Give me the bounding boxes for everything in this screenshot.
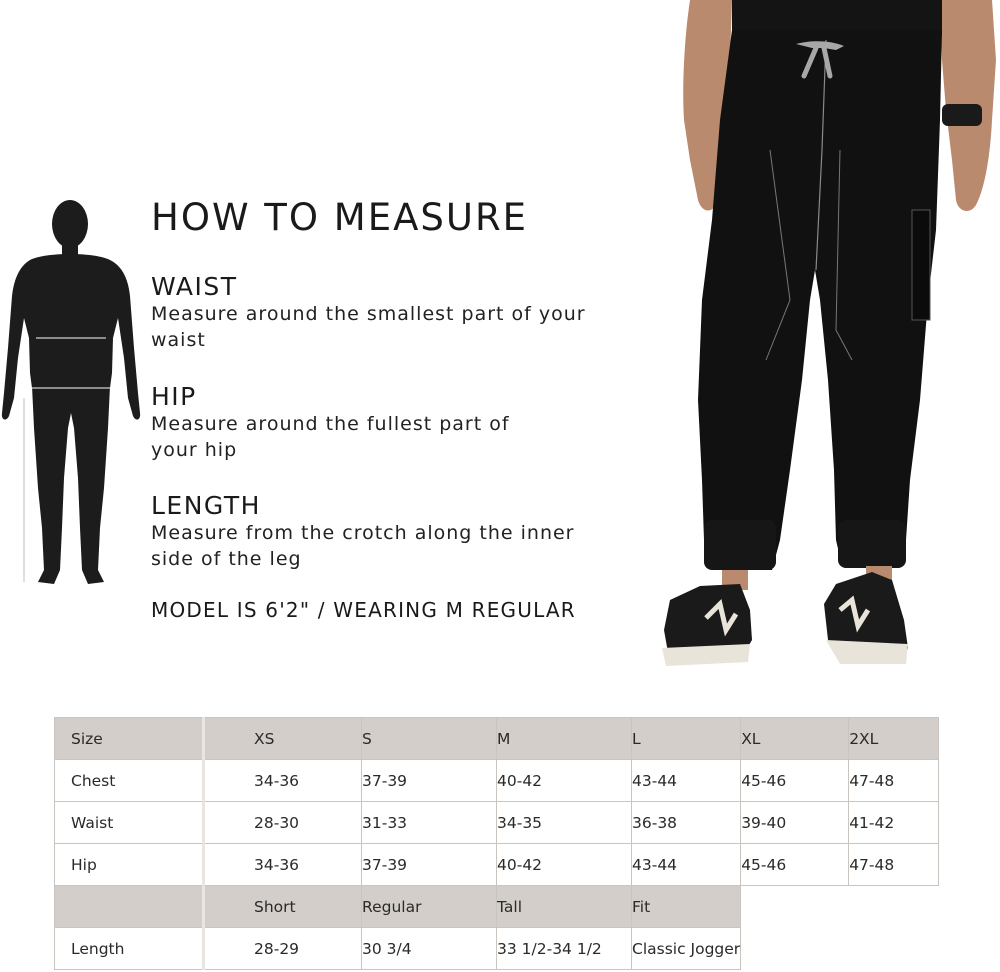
table-cell: 47-48 [849, 760, 939, 802]
table-cell: Classic Jogger [632, 928, 741, 970]
row-label: Waist [55, 802, 204, 844]
length-text: Measure from the crotch along the inner side of the leg [151, 522, 575, 570]
hip-section [151, 382, 561, 463]
row-label: Length [55, 928, 204, 970]
length-header-blank [55, 886, 204, 928]
table-cell: 34-35 [497, 802, 632, 844]
table-cell: 39-40 [741, 802, 849, 844]
hip-heading: HIP [151, 382, 197, 411]
table-row [55, 928, 939, 970]
table-cell: 37-39 [362, 844, 497, 886]
model-note: MODEL IS 6'2" / WEARING M REGULAR [151, 598, 576, 622]
hip-text: Measure around the fullest part of your hip [151, 413, 510, 461]
how-to-measure-title: HOW TO MEASURE [151, 196, 529, 239]
table-cell: 28-30 [204, 802, 362, 844]
table-cell: 43-44 [632, 760, 741, 802]
header-s: S [362, 718, 497, 760]
row-label: Hip [55, 844, 204, 886]
table-cell: 41-42 [849, 802, 939, 844]
empty-cell [741, 886, 849, 928]
size-chart-table [54, 717, 939, 970]
table-cell: 30 3/4 [362, 928, 497, 970]
empty-cell [741, 928, 849, 970]
header-xl: XL [741, 718, 849, 760]
header-short: Short [204, 886, 362, 928]
table-cell: 34-36 [204, 844, 362, 886]
table-cell: 33 1/2-34 1/2 [497, 928, 632, 970]
length-section [151, 491, 621, 572]
header-l: L [632, 718, 741, 760]
empty-cell [849, 886, 939, 928]
header-m: M [497, 718, 632, 760]
table-cell: 40-42 [497, 760, 632, 802]
table-row [55, 844, 939, 886]
table-row [55, 760, 939, 802]
table-cell: 28-29 [204, 928, 362, 970]
body-silhouette-figure [0, 198, 145, 590]
row-label: Chest [55, 760, 204, 802]
header-size: Size [55, 718, 204, 760]
table-cell: 45-46 [741, 760, 849, 802]
table-row [55, 802, 939, 844]
watch-icon [942, 104, 982, 126]
waist-heading: WAIST [151, 272, 238, 301]
header-tall: Tall [497, 886, 632, 928]
length-heading: LENGTH [151, 491, 261, 520]
table-cell: 45-46 [741, 844, 849, 886]
table-cell: 40-42 [497, 844, 632, 886]
waist-section [151, 272, 631, 353]
product-photo-joggers [640, 0, 1000, 680]
header-xs: XS [204, 718, 362, 760]
header-2xl: 2XL [849, 718, 939, 760]
table-cell: 37-39 [362, 760, 497, 802]
table-cell: 36-38 [632, 802, 741, 844]
length-header-row [55, 886, 939, 928]
table-cell: 34-36 [204, 760, 362, 802]
table-cell: 43-44 [632, 844, 741, 886]
header-fit: Fit [632, 886, 741, 928]
header-regular: Regular [362, 886, 497, 928]
table-cell: 47-48 [849, 844, 939, 886]
empty-cell [849, 928, 939, 970]
table-cell: 31-33 [362, 802, 497, 844]
table-header-row [55, 718, 939, 760]
waist-text: Measure around the smallest part of your waist [151, 303, 586, 351]
